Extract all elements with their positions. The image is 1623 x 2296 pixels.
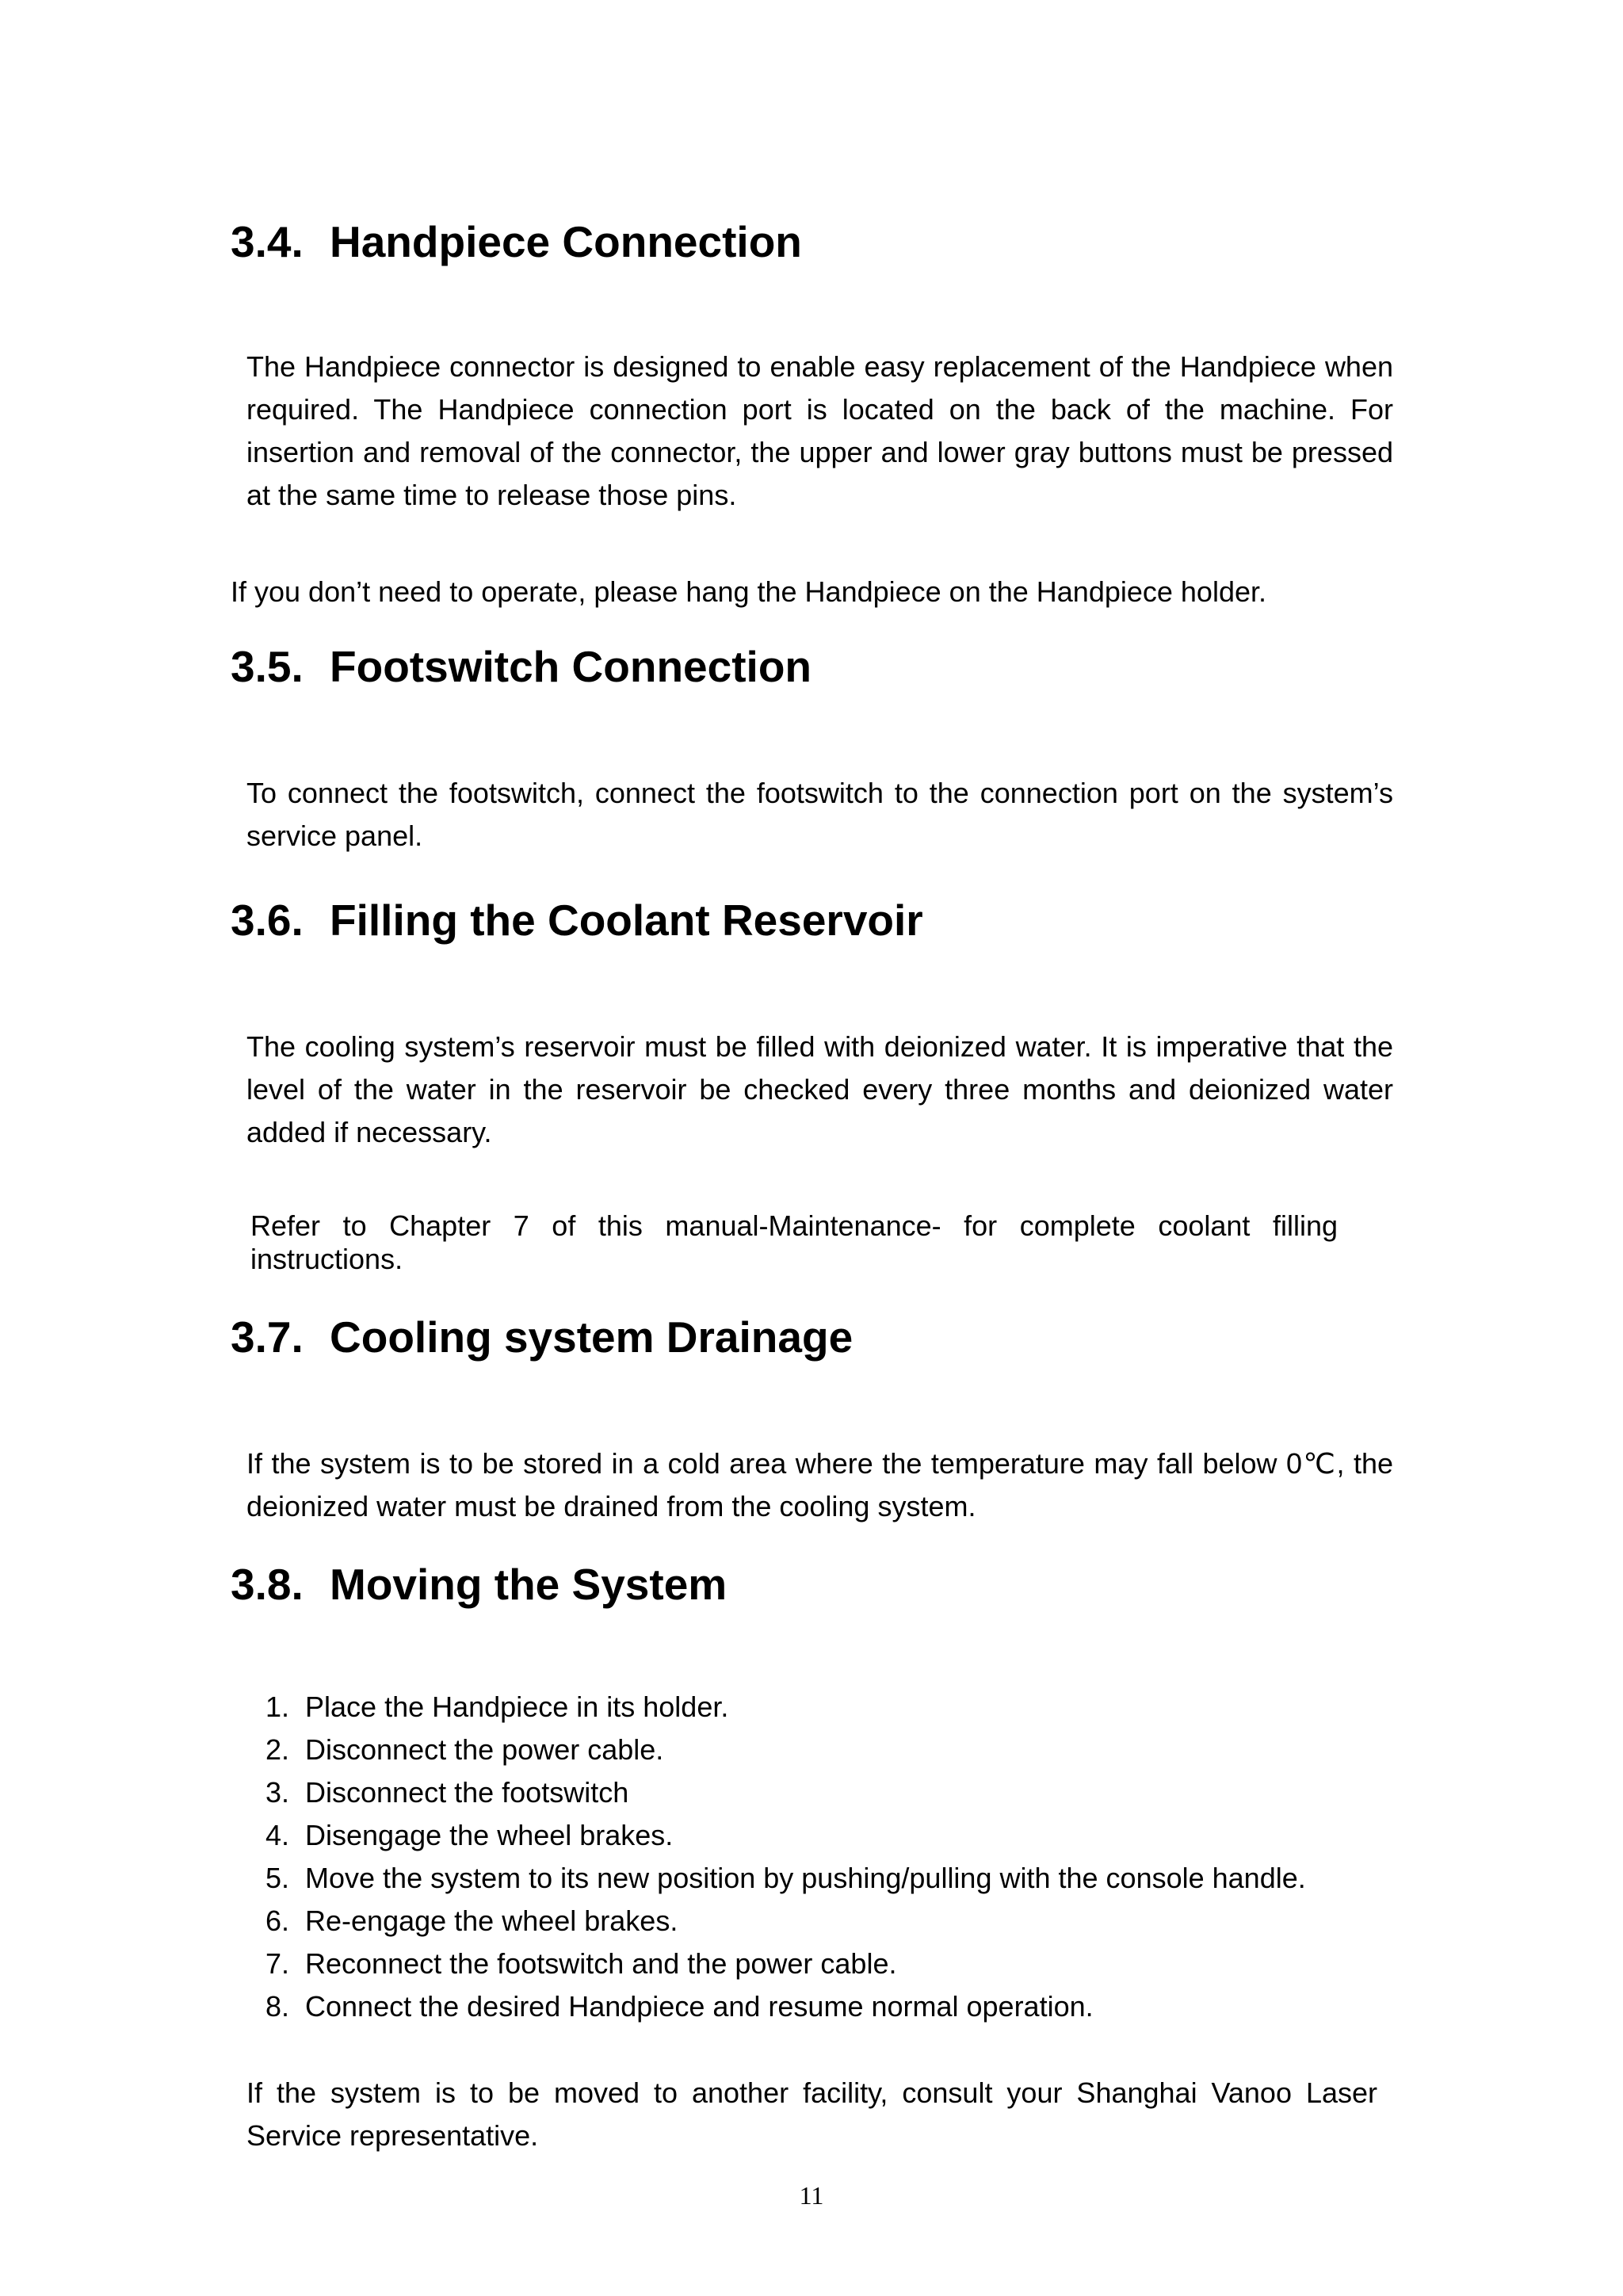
section-heading-moving-system: [231, 1558, 727, 1610]
section-title: Filling the Coolant Reservoir: [330, 896, 923, 945]
list-item: [246, 1729, 1306, 1771]
list-item: [246, 1857, 1306, 1900]
section-title: Footswitch Connection: [330, 642, 812, 691]
section-number: 3.8.: [231, 1560, 304, 1609]
section-heading-footswitch-connection: [231, 640, 812, 693]
step-number: 4.: [265, 1819, 289, 1851]
list-item: [246, 1985, 1306, 2028]
list-item: [246, 1686, 1306, 1729]
step-number: 8.: [265, 1990, 289, 2023]
cooling-drainage-paragraph: If the system is to be stored in a cold area where the temperature may fall below 0℃, the deionized water must be drained from the cooling system.: [246, 1447, 1393, 1522]
list-item: [246, 1814, 1306, 1857]
section-heading-coolant-reservoir: [231, 894, 923, 946]
step-number: 1.: [265, 1690, 289, 1723]
section-heading-cooling-drainage: [231, 1311, 853, 1363]
section-title: Moving the System: [330, 1560, 727, 1609]
step-text: Reconnect the footswitch and the power cable.: [305, 1947, 897, 1980]
section-number: 3.5.: [231, 642, 304, 691]
step-number: 5.: [265, 1862, 289, 1894]
step-number: 2.: [265, 1733, 289, 1766]
coolant-reservoir-paragraph: The cooling system’s reservoir must be filled with deionized water. It is imperative that the level of the water in the reservoir be checked every three months and deionized water added if necessary.: [246, 1030, 1393, 1148]
step-text: Disconnect the footswitch: [305, 1776, 629, 1809]
handpiece-connection-paragraph: The Handpiece connector is designed to enable easy replacement of the Handpiece when required. The Handpiece connection port is located on the back of the machine. For insertion and removal of the connector, the upper and lower gray buttons must be pressed at the same time to release those pins.: [246, 350, 1393, 511]
facility-move-paragraph: If the system is to be moved to another facility, consult your Shanghai Vanoo Laser Service representative.: [246, 2076, 1377, 2152]
section-heading-handpiece-connection: [231, 216, 802, 268]
footswitch-connection-paragraph: To connect the footswitch, connect the footswitch to the connection port on the system’s service panel.: [246, 777, 1393, 852]
section-number: 3.4.: [231, 217, 304, 266]
step-text: Connect the desired Handpiece and resume normal operation.: [305, 1990, 1094, 2023]
step-text: Disengage the wheel brakes.: [305, 1819, 674, 1851]
list-item: [246, 1771, 1306, 1814]
section-title: Cooling system Drainage: [330, 1312, 854, 1362]
step-text: Re-engage the wheel brakes.: [305, 1904, 678, 1937]
handpiece-holder-paragraph: If you don’t need to operate, please hang the Handpiece on the Handpiece holder.: [231, 575, 1266, 608]
step-text: Move the system to its new position by pushing/pulling with the console handle.: [305, 1862, 1306, 1894]
maintenance-reference-note: [250, 1209, 1338, 1276]
section-title: Handpiece Connection: [330, 217, 802, 266]
page-number: 11: [799, 2181, 824, 2210]
list-item: [246, 1900, 1306, 1943]
section-number: 3.6.: [231, 896, 304, 945]
step-number: 6.: [265, 1904, 289, 1937]
note-line: Refer to Chapter 7 of this manual-Maintenance- for complete coolant filling: [250, 1209, 1338, 1242]
note-line: instructions.: [250, 1243, 403, 1275]
step-text: Place the Handpiece in its holder.: [305, 1690, 729, 1723]
step-number: 3.: [265, 1776, 289, 1809]
section-number: 3.7.: [231, 1312, 304, 1362]
list-item: [246, 1943, 1306, 1985]
moving-steps-list: [246, 1686, 1306, 2028]
step-text: Disconnect the power cable.: [305, 1733, 664, 1766]
step-number: 7.: [265, 1947, 289, 1980]
